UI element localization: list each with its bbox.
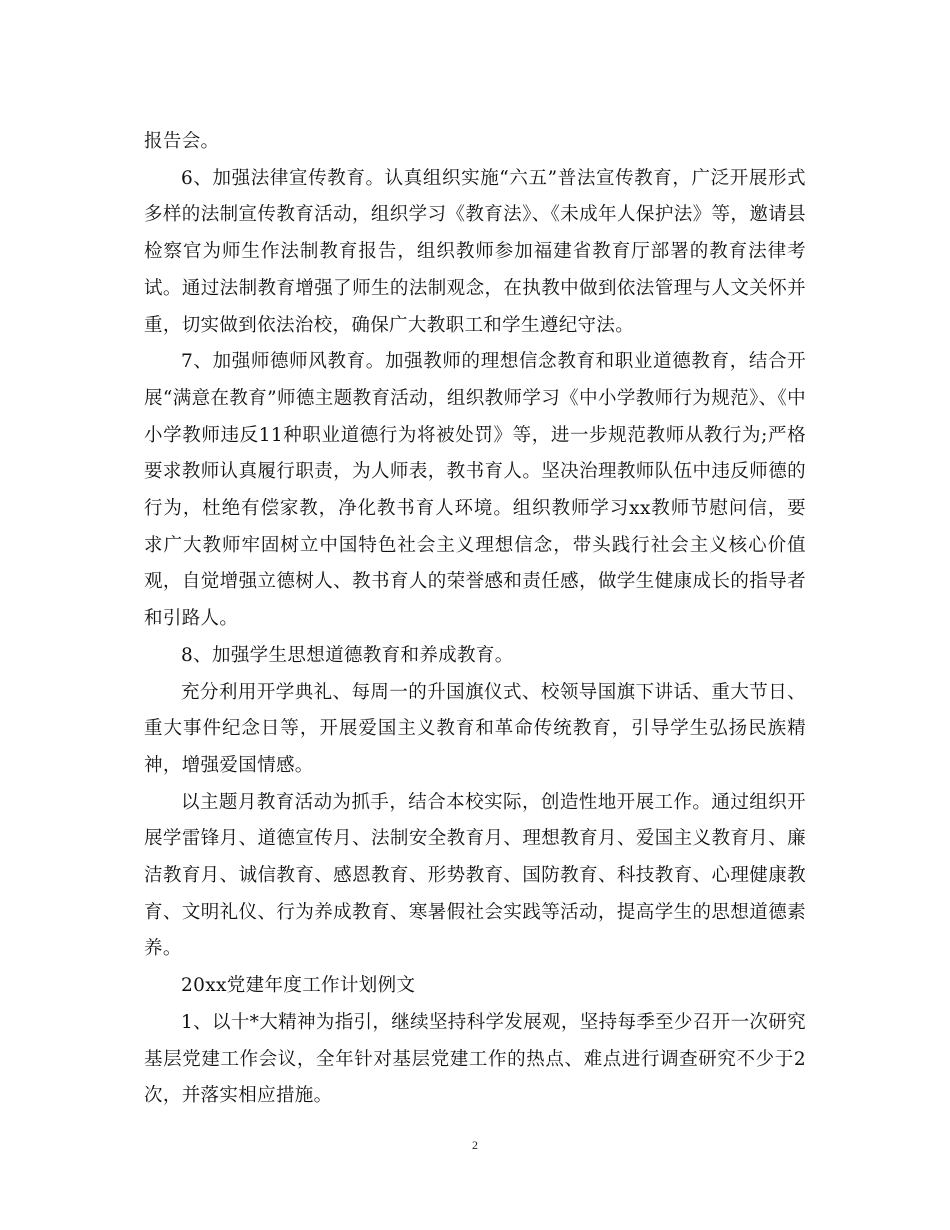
paragraph-item-8-heading: 8、加强学生思想道德教育和养成教育。 xyxy=(181,644,514,666)
paragraph-continuation: 报告会。 xyxy=(144,131,220,152)
page-number: 2 xyxy=(472,1138,478,1152)
document-body xyxy=(144,124,806,1115)
section-heading-party-plan: 20xx党建年度工作计划例文 xyxy=(181,975,416,997)
paragraph-item-1-party-building: 1、以十*大精神为指引，继续坚持科学发展观，坚持每季至少召开一次研究基层党建工作会议，全年针对基层党建工作的热点、难点进行调查研究不少于2次，并落实相应措施。 xyxy=(144,1011,806,1107)
paragraph-item-6-legal-education: 6、加强法律宣传教育。认真组织实施“六五”普法宣传教育，广泛开展形式多样的法制宣传教育活动，组织学习《教育法》、《未成年人保护法》等，邀请县检察官为师生作法制教育报告，组织教师参加福建省教育厅部署的教育法律考试。通过法制教育增强了师生的法制观念，在执教中做到依法管理与人文关怀并重，切实做到依法治校，确保广大教职工和学生遵纪守法。 xyxy=(144,167,806,336)
paragraph-item-7-teacher-ethics: 7、加强师德师风教育。加强教师的理想信念教育和职业道德教育，结合开展“满意在教育”师德主题教育活动，组织教师学习《中小学教师行为规范》、《中小学教师违反11种职业道德行为将被处罚》等，进一步规范教师从教行为;严格要求教师认真履行职责，为人师表，教书育人。坚决治理教师队伍中违反师德的行为，杜绝有偿家教，净化教书育人环境。组织教师学习xx教师节慰问信，要求广大教师牢固树立中国特色社会主义理想信念，带头践行社会主义核心价值观，自觉增强立德树人、教书育人的荣誉感和责任感，做学生健康成长的指导者和引路人。 xyxy=(144,351,806,630)
paragraph-patriotic-education: 充分利用开学典礼、每周一的升国旗仪式、校领导国旗下讲话、重大节日、重大事件纪念日等，开展爱国主义教育和革命传统教育，引导学生弘扬民族精神，增强爱国情感。 xyxy=(144,681,806,776)
paragraph-theme-month-activities: 以主题月教育活动为抓手，结合本校实际，创造性地开展工作。通过组织开展学雷锋月、道德宣传月、法制安全教育月、理想教育月、爱国主义教育月、廉洁教育月、诚信教育、感恩教育、形势教育、国防教育、科技教育、心理健康教育、文明礼仪、行为养成教育、寒暑假社会实践等活动，提高学生的思想道德素养。 xyxy=(144,791,806,960)
